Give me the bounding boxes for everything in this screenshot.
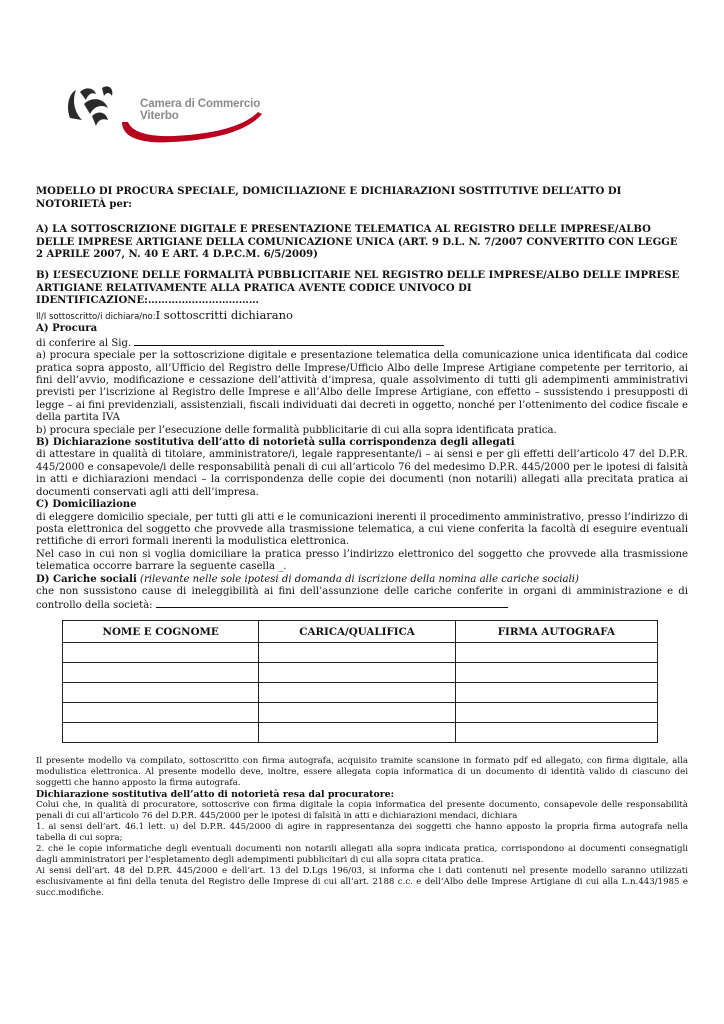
- firma-cell[interactable]: [455, 703, 657, 723]
- section-b-title: B) L’ESECUZIONE DELLE FORMALITÀ PUBBLICITARIE NEL REGISTRO DELLE IMPRESE/ALBO DELLE IMPRESE ARTIGIANE RELATIVAMENTE ALLA PRATICA AVENTE CODICE UNIVOCO DI IDENTIFICAZIONE:……………………………: [36, 270, 680, 307]
- header-firma: FIRMA AUTOGRAFA: [455, 621, 657, 643]
- cariche-heading: D) Cariche sociali: [36, 573, 137, 585]
- carica-cell[interactable]: [259, 663, 455, 683]
- cariche-paragraph: che non sussistono cause di ineleggibilità ai fini dell’assunzione delle cariche conferite in organi di amministrazione e di controllo della società:: [36, 585, 688, 612]
- procura-paragraph-a: a) procura speciale per la sottoscrizione digitale e presentazione telematica della comunicazione unica identificata dal codice pratica sopra apposto, all’Ufficio del Registro delle Imprese/Ufficio Albo delle Imprese Artigiane competente per territorio, ai fini dell’avvio, modificazione e cessazione dell’attività d’impresa, quale assolvimento di tutti gli adempimenti amministrativi previsti per l’iscrizione al Registro delle Imprese e all’Albo delle Imprese Artigiane, con effetto – sussistendo i presupposti di legge – ai fini previdenziali, assistenziali, fiscali individuati dai decreti in oggetto, nonché per l’ottenimento del codice fiscale e della partita IVA: [36, 350, 688, 424]
- procura-heading: A) Procura: [36, 323, 98, 335]
- table-row: [63, 643, 658, 663]
- carica-cell[interactable]: [259, 643, 455, 663]
- table-row: [63, 703, 658, 723]
- document-title: MODELLO DI PROCURA SPECIALE, DOMICILIAZIONE E DICHIARAZIONI SOSTITUTIVE DELL’ATTO DI NOTORIETÀ per:: [36, 186, 622, 210]
- carica-cell[interactable]: [259, 683, 455, 703]
- procura-name-field[interactable]: [134, 336, 444, 346]
- header-nome: NOME E COGNOME: [63, 621, 259, 643]
- header-carica: CARICA/QUALIFICA: [259, 621, 455, 643]
- domiciliazione-paragraph-2: Nel caso in cui non si voglia domiciliare la pratica presso l’indirizzo elettronico del soggetto che provvede alla trasmissione telematica occorre barrare la seguente casella _.: [36, 548, 688, 573]
- declaration-body: [36, 309, 688, 613]
- table-row: [63, 683, 658, 703]
- section-a-title: A) LA SOTTOSCRIZIONE DIGITALE E PRESENTAZIONE TELEMATICA AL REGISTRO DELLE IMPRESE/ALBO DELLE IMPRESE ARTIGIANE DELLA COMUNICAZIONE UNICA (ART. 9 D.L. N. 7/2007 CONVERTITO CON LEGGE 2 APRILE 2007, N. 40 E ART. 4 D.P.C.M. 6/5/2009): [36, 224, 678, 261]
- procuratore-heading: Dichiarazione sostitutiva dell’atto di notorietà resa dal procuratore:: [36, 789, 395, 800]
- table-header-row: [63, 621, 658, 643]
- firma-cell[interactable]: [455, 643, 657, 663]
- logo-line-1: Camera di Commercio: [140, 98, 261, 110]
- firma-cell[interactable]: [455, 723, 657, 743]
- logo-text: [140, 98, 260, 122]
- procuratore-point-2: 2. che le copie informatiche degli eventuali documenti non notarili allegati alla sopra indicata pratica, corrispondono ai documenti consegnatigli dagli amministratori per l’espletamento degli adempimenti pubblicitari di cui alla sopra citata pratica.: [36, 844, 688, 865]
- intro-small: Il/I sottoscritto/i dichiara/no:: [36, 312, 156, 322]
- nome-cell[interactable]: [63, 723, 259, 743]
- firma-cell[interactable]: [455, 663, 657, 683]
- firma-cell[interactable]: [455, 683, 657, 703]
- procura-conferire-label: di conferire al Sig.: [36, 337, 135, 349]
- logo-line-2: Viterbo: [140, 110, 179, 122]
- nome-cell[interactable]: [63, 703, 259, 723]
- procura-paragraph-b: b) procura speciale per l’esecuzione delle formalità pubblicitarie di cui alla sopra identificata pratica.: [36, 424, 557, 436]
- carica-cell[interactable]: [259, 723, 455, 743]
- domiciliazione-paragraph-1: di eleggere domicilio speciale, per tutti gli atti e le comunicazioni inerenti il procedimento amministrativo, presso l’indirizzo di posta elettronica del soggetto che provvede alla trasmissione telematica, a cui viene conferita la facoltà di eseguire eventuali rettifiche di errori formali inerenti la modulistica elettronica.: [36, 511, 688, 548]
- procuratore-point-1: 1. ai sensi dell’art. 46.1 lett. u) del D.P.R. 445/2000 di agire in rappresentanza dei soggetti che hanno apposto la propria firma autografa nella tabella di cui sopra;: [36, 822, 688, 843]
- footer-instructions: Il presente modello va compilato, sottoscritto con firma autografa, acquisito tramite scansione in formato pdf ed allegato, con firma digitale, alla modulistica elettronica. Al presente modello deve, inoltre, essere allegata copia informatica di un documento di identità valido di ciascuno dei soggetti che hanno apposto la firma autografa.: [36, 756, 688, 788]
- nome-cell[interactable]: [63, 643, 259, 663]
- carica-cell[interactable]: [259, 703, 455, 723]
- procuratore-paragraph: Colui che, in qualità di procuratore, sottoscrive con firma digitale la copia informatica del presente documento, consapevole delle responsabilità penali di cui all’articolo 76 del D.P.R. 445/2000 per le ipotesi di falsità in atti e dichiarazioni mendaci, dichiara: [36, 800, 688, 821]
- signature-table: [62, 620, 658, 743]
- intro-large: I sottoscritti dichiarano: [155, 308, 293, 322]
- domiciliazione-heading: C) Domiciliazione: [36, 499, 137, 511]
- cariche-note: (rilevante nelle sole ipotesi di domanda di iscrizione della nomina alle cariche sociali): [140, 573, 579, 585]
- table-row: [63, 723, 658, 743]
- footer-notes: [36, 756, 688, 899]
- nome-cell[interactable]: [63, 663, 259, 683]
- dichiarazione-heading: B) Dichiarazione sostitutiva dell’atto di notorietà sulla corrispondenza degli allegati: [36, 437, 515, 449]
- privacy-notice: Ai sensi dell’art. 48 del D.P.R. 445/2000 e dell’art. 13 del D.Lgs 196/03, si informa che i dati contenuti nel presente modello saranno utilizzati esclusivamente ai fini della tenuta del Registro delle Imprese di cui all’art. 2188 c.c. e dell’Albo delle Imprese Artigiane di cui alla L.n.443/1985 e succ.modifiche.: [36, 866, 688, 898]
- societa-field[interactable]: [156, 598, 508, 608]
- dichiarazione-paragraph: di attestare in qualità di titolare, amministratore/i, legale rappresentante/i – ai sensi e per gli effetti dell’articolo 47 del D.P.R. 445/2000 e consapevole/i delle responsabilità penali di cui all’articolo 76 del medesimo D.P.R. 445/2000 per le ipotesi di falsità in atti e dichiarazioni mendaci – la corrispondenza delle copie dei documenti (non notarili) allegati alla precitata pratica ai documenti conservati agli atti dell’impresa.: [36, 449, 688, 498]
- table-row: [63, 663, 658, 683]
- nome-cell[interactable]: [63, 683, 259, 703]
